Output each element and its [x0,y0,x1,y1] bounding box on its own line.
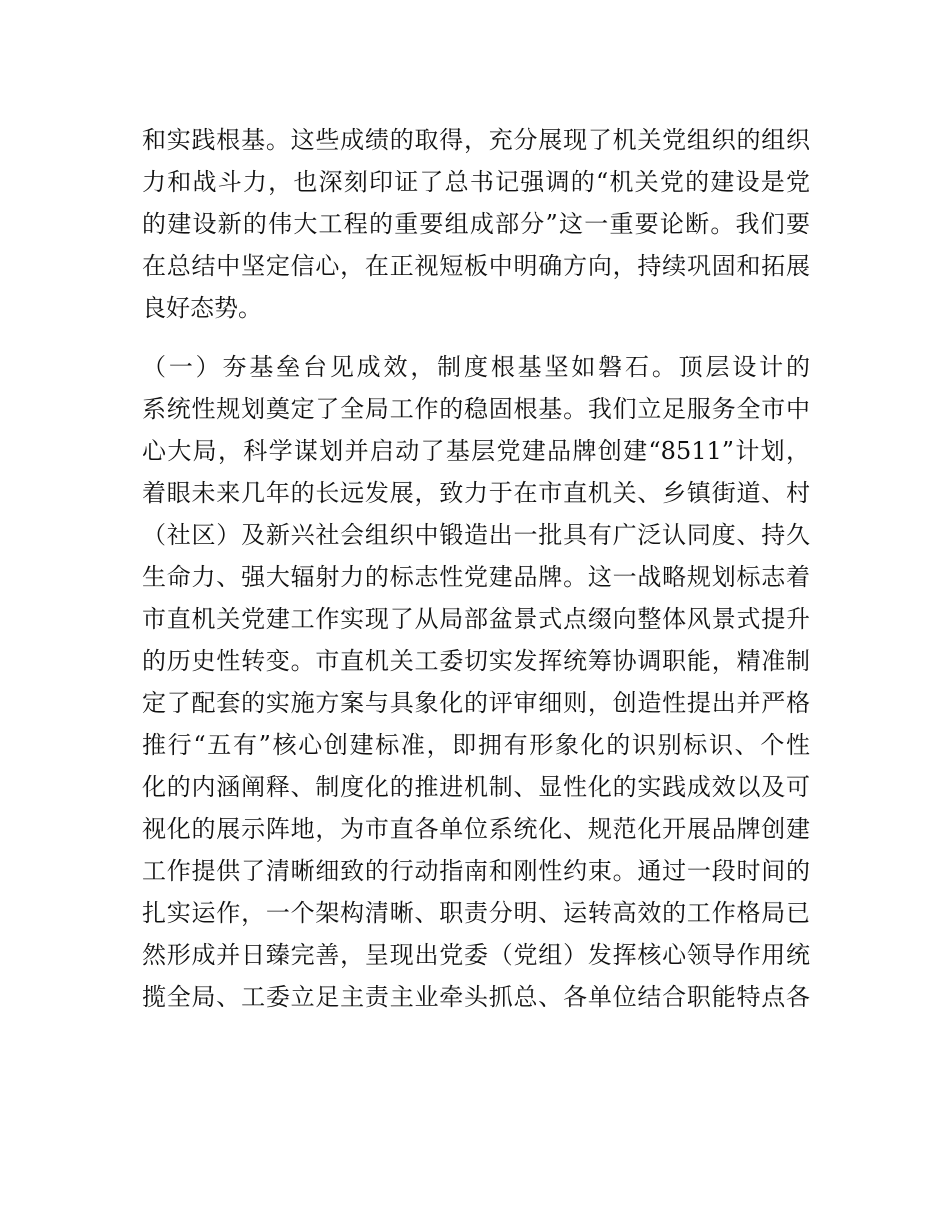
paragraph-line: 揽全局、工委立足主责主业牵头抓总、各单位结合职能特点各 [142,983,810,1011]
paragraph-spacer [142,329,810,346]
paragraph-2 [142,346,810,1018]
paragraph-line: 工作提供了清晰细致的行动指南和刚性约束。通过一段时间的 [142,857,810,885]
paragraph-line: 然形成并日臻完善，呈现出党委（党组）发挥核心领导作用统 [142,941,810,969]
paragraph-1 [142,119,810,329]
paragraph-line: 化的内涵阐释、制度化的推进机制、显性化的实践成效以及可 [142,773,810,801]
paragraph-line: 定了配套的实施方案与具象化的评审细则，创造性提出并严格 [142,689,810,717]
paragraph-line: 心大局，科学谋划并启动了基层党建品牌创建“8511”计划， [142,437,810,465]
paragraph-line: 良好态势。 [142,294,262,322]
paragraph-line: 系统性规划奠定了全局工作的稳固根基。我们立足服务全市中 [142,395,810,423]
paragraph-line: 视化的展示阵地，为市直各单位系统化、规范化开展品牌创建 [142,815,810,843]
paragraph-line: 生命力、强大辐射力的标志性党建品牌。这一战略规划标志着 [142,563,810,591]
paragraph-line: 和实践根基。这些成绩的取得，充分展现了机关党组织的组织 [142,126,810,154]
paragraph-line: （一）夯基垒台见成效，制度根基坚如磐石。顶层设计的 [142,353,810,381]
paragraph-line: （社区）及新兴社会组织中锻造出一批具有广泛认同度、持久 [142,521,810,549]
paragraph-line: 的历史性转变。市直机关工委切实发挥统筹协调职能，精准制 [142,647,810,675]
paragraph-line: 着眼未来几年的长远发展，致力于在市直机关、乡镇街道、村 [142,479,810,507]
paragraph-line: 在总结中坚定信心，在正视短板中明确方向，持续巩固和拓展 [142,252,810,280]
document-body [142,119,810,1018]
paragraph-line: 的建设新的伟大工程的重要组成部分”这一重要论断。我们要 [142,210,810,238]
paragraph-line: 推行“五有”核心创建标准，即拥有形象化的识别标识、个性 [142,731,810,759]
paragraph-line: 扎实运作，一个架构清晰、职责分明、运转高效的工作格局已 [142,899,810,927]
paragraph-line: 力和战斗力，也深刻印证了总书记强调的“机关党的建设是党 [142,168,810,196]
paragraph-line: 市直机关党建工作实现了从局部盆景式点缀向整体风景式提升 [142,605,810,633]
